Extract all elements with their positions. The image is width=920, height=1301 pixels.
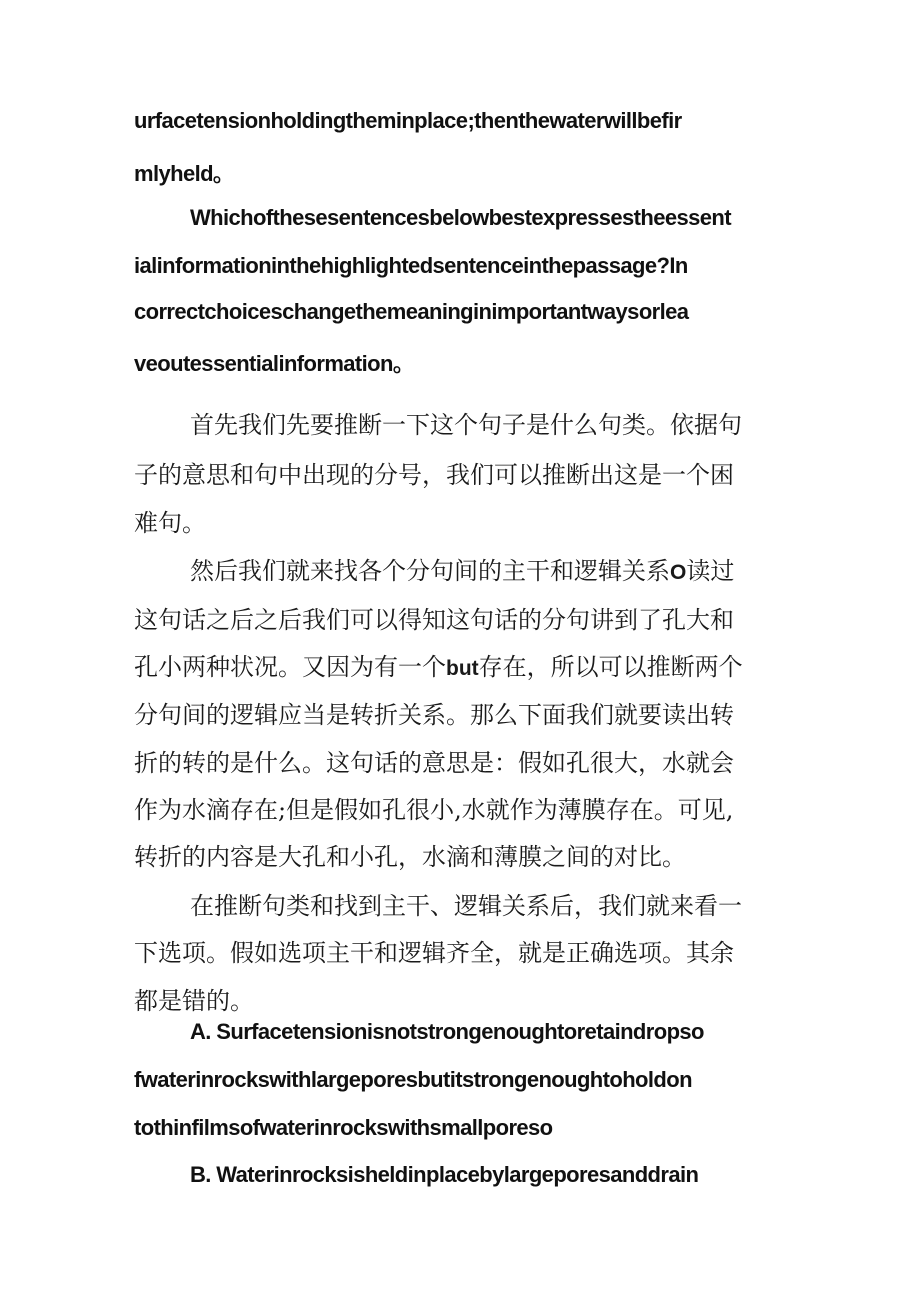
option-a-line: tothinfilmsofwaterinrockswithsmallporeso — [134, 1115, 553, 1140]
question-line: ialinformationinthehighlightedsentenceinthepassage?In — [134, 253, 688, 278]
text-line: mlyheld。 — [134, 161, 235, 186]
text-line — [134, 647, 743, 682]
text-line: 转折的内容是大孔和小孔，水滴和薄膜之间的对比。 — [134, 843, 686, 871]
text-line: 折的转的是什么。这句话的意思是：假如孔很大，水就会 — [134, 749, 734, 777]
text-segment: but — [446, 657, 479, 680]
question-line: correctchoiceschangethemeaninginimportantwaysorlea — [134, 299, 689, 324]
text-line: 在推断句类和找到主干、逻辑关系后，我们就来看一 — [190, 892, 742, 920]
option-a-line: A. Surfacetensionisnotstrongenoughtoretaindropso — [190, 1019, 704, 1044]
text-segment: 然后我们就来找各个分句间的主干和逻辑关系 — [190, 557, 670, 585]
text-segment: O — [670, 561, 687, 584]
text-line: 难句。 — [134, 509, 206, 537]
question-line: veoutessentialinformation。 — [134, 351, 415, 376]
text-line — [190, 551, 734, 586]
text-line: 作为水滴存在;但是假如孔很小,水就作为薄膜存在。可见, — [134, 796, 734, 824]
text-line: 子的意思和句中出现的分号，我们可以推断出这是一个困 — [134, 461, 734, 489]
text-line: 这句话之后之后我们可以得知这句话的分句讲到了孔大和 — [134, 606, 734, 634]
text-segment: 孔小两种状况。又因为有一个 — [134, 653, 446, 681]
text-line: 下选项。假如选项主干和逻辑齐全，就是正确选项。其余 — [134, 939, 734, 967]
question-line: Whichofthesesentencesbelowbestexpressestheessent — [190, 205, 731, 230]
text-segment: 存在，所以可以推断两个 — [478, 653, 743, 681]
text-line: 首先我们先要推断一下这个句子是什么句类。依据句 — [190, 411, 742, 439]
text-segment: 读过 — [686, 557, 735, 585]
text-line: 都是错的。 — [134, 987, 254, 1015]
option-a-line: fwaterinrockswithlargeporesbutitstrongenoughtoholdon — [134, 1067, 692, 1092]
option-b-line: B. Waterinrocksisheldinplacebylargeporesanddrain — [190, 1162, 699, 1187]
text-line: 分句间的逻辑应当是转折关系。那么下面我们就要读出转 — [134, 701, 734, 729]
text-line: urfacetensionholdingtheminplace;thenthewaterwillbefir — [134, 108, 682, 133]
